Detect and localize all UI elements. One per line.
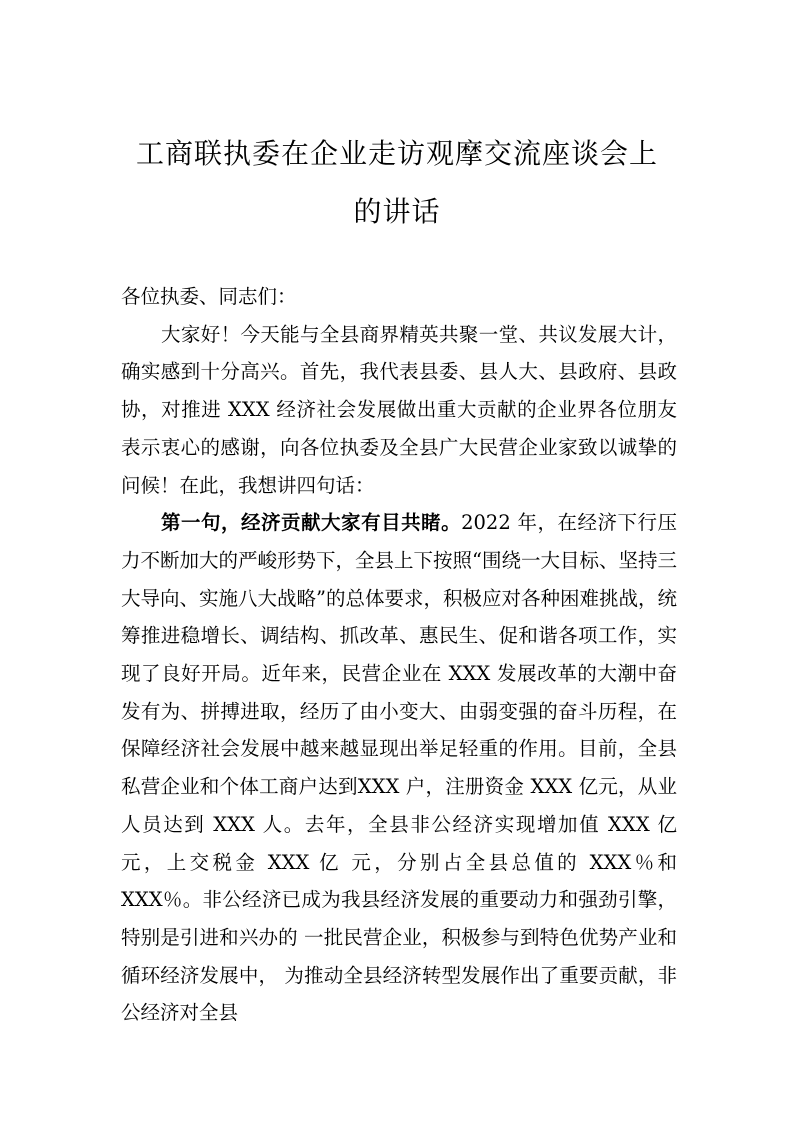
document-body — [121, 278, 677, 1032]
paragraph-economic-contribution — [121, 504, 677, 1032]
paragraph-greeting: 大家好！今天能与全县商界精英共聚一堂、共议发展大计，确实感到十分高兴。首先，我代表县委、县人大、县政府、县政协，对推进 XXX 经济社会发展做出重大贡献的企业界各位朋友表示衷心的感谢，向各位执委及全县广大民营企业家致以诚挚的问候！在此，我想讲四句话： — [121, 322, 677, 497]
document-title-line-1: 工商联执委在企业走访观摩交流座谈会上 — [135, 137, 658, 170]
document-title-line-2: 的讲话 — [353, 195, 441, 228]
paragraph-heading: 第一句，经济贡献大家有目共睹。 — [161, 511, 462, 535]
paragraph-text: 2022 年，在经济下行压力不断加大的严峻形势下，全县上下按照“围绕一大目标、坚持三大导向、实施八大战略”的总体要求，积极应对各种困难挑战，统筹推进稳增长、调结构、抓改革、惠民生、促和谐各项工作，实现了良好开局。近年来，民营企业在 XXX 发展改革的大潮中奋发有为、拼搏进取，经历了由小变大、由弱变强的奋斗历程，在保障经济社会发展中越来越显现出举足轻重的作用。目前，全县私营企业和个体工商户达到XXX 户，注册资金 XXX 亿元，从业人员达到 XXX 人。去年，全县非公经济实现增加值 XXX 亿元，上交税金 XXX 亿 元，分别占全县总值的 XXX％和 XXX％。非公经济已成为我县经济发展的重要动力和强劲引擎，特别是引进和兴办的 一批民营企业，积极参与到特色优势产业和循环经济发展中， 为推动全县经济转型发展作出了重要贡献，非公经济对全县 — [121, 511, 677, 1025]
salutation: 各位执委、同志们： — [121, 285, 297, 308]
